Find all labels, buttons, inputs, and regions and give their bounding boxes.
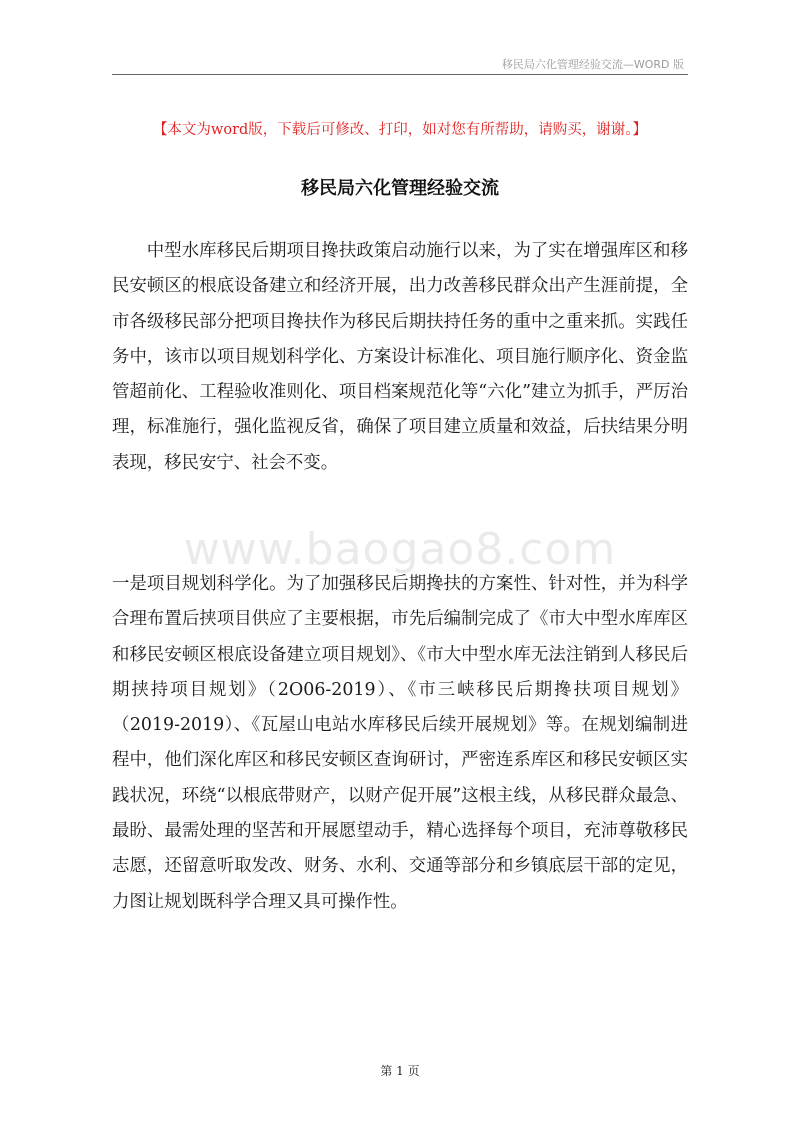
page-header xyxy=(112,52,688,75)
running-header-title: 移民局六化管理经验交流—WORD 版 xyxy=(501,58,684,71)
page-number: 第 1 页 xyxy=(380,1064,420,1078)
download-notice: 【本文为word版，下载后可修改、打印，如对您有所帮助，请购买，谢谢。】 xyxy=(152,122,648,138)
watermark: www.baogao8.com xyxy=(183,524,617,575)
paragraph-planning: 一是项目规划科学化。为了加强移民后期搀扶的方案性、针对性，并为科学合理布置后挟项目供应了主要根据，市先后编制完成了《市大中型水库库区和移民安顿区根底设备建立项目规划》、《市大中型水库无法注销到人移民后期挟持项目规划》（2O06-2019）、《市三峡移民后期搀扶项目规划》（2019-2019）、《瓦屋山电站水库移民后续开展规划》等。在规划编制进程中，他们深化库区和移民安顿区查询研讨，严密连系库区和移民安顿区实践状况，环绕“以根底带财产，以财产促开展”这根主线，从移民群众最急、最盼、最需处理的坚苦和开展愿望动手，精心选择每个项目，充沛尊敬移民志愿，还留意听取发改、财务、水利、交通等部分和乡镇底层干部的定见，力图让规划既科学合理又具可操作性。 xyxy=(112,574,688,912)
document-title: 移民局六化管理经验交流 xyxy=(301,178,499,199)
paragraph-intro: 中型水库移民后期项目搀扶政策启动施行以来，为了实在增强库区和移民安顿区的根底设备建立和经济开展，出力改善移民群众出产生涯前提，全市各级移民部分把项目搀扶作为移民后期扶持任务的重中之重来抓。实践任务中，该市以项目规划科学化、方案设计标准化、项目施行顺序化、资金监管超前化、工程验收准则化、项目档案规范化等“六化”建立为抓手，严厉治理，标准施行，强化监视反省，确保了项目建立质量和效益，后扶结果分明表现，移民安宁、社会不变。 xyxy=(112,241,688,473)
